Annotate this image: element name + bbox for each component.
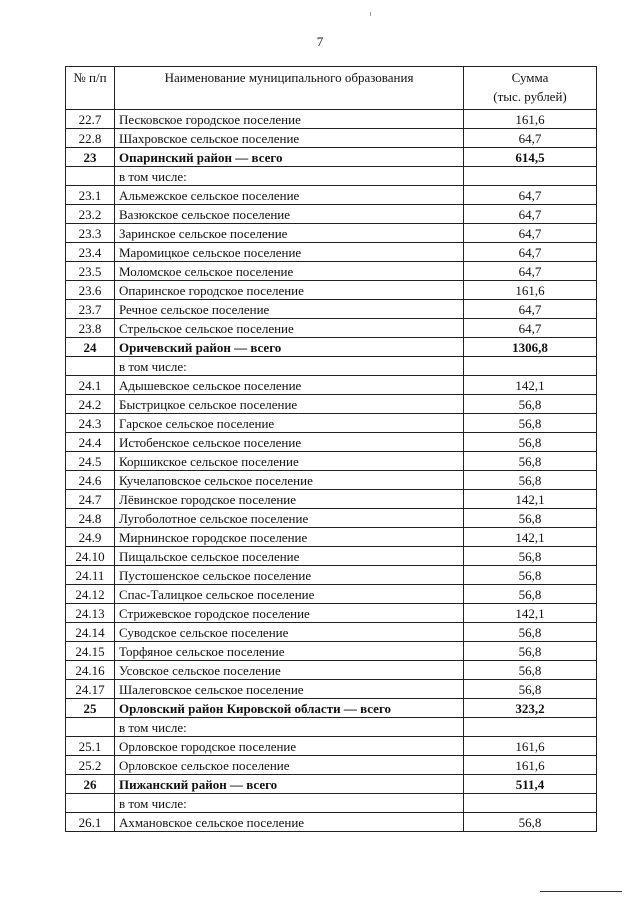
row-name: Лугоболотное сельское поселение <box>115 509 464 528</box>
row-sum: 64,7 <box>464 186 597 205</box>
table-row <box>66 395 597 414</box>
row-sum: 56,8 <box>464 509 597 528</box>
row-name: Торфяное сельское поселение <box>115 642 464 661</box>
table-row <box>66 300 597 319</box>
table-row <box>66 794 597 813</box>
row-sum: 56,8 <box>464 661 597 680</box>
footer-rule <box>540 891 622 892</box>
row-number <box>66 357 115 376</box>
table-row <box>66 528 597 547</box>
row-number: 24.14 <box>66 623 115 642</box>
table-row <box>66 566 597 585</box>
table-row <box>66 262 597 281</box>
table-row-total <box>66 148 597 167</box>
row-name: Речное сельское поселение <box>115 300 464 319</box>
table-row <box>66 433 597 452</box>
row-number: 24.8 <box>66 509 115 528</box>
row-number <box>66 167 115 186</box>
table-row <box>66 490 597 509</box>
row-name: Опаринское городское поселение <box>115 281 464 300</box>
row-name: в том числе: <box>115 357 464 376</box>
row-number: 24.2 <box>66 395 115 414</box>
row-name: в том числе: <box>115 794 464 813</box>
header-name: Наименование муниципального образования <box>115 67 464 110</box>
row-name: Суводское сельское поселение <box>115 623 464 642</box>
row-number: 22.8 <box>66 129 115 148</box>
row-number: 24.3 <box>66 414 115 433</box>
row-sum: 142,1 <box>464 490 597 509</box>
row-sum: 56,8 <box>464 471 597 490</box>
row-name: Опаринский район — всего <box>115 148 464 167</box>
row-number: 23.4 <box>66 243 115 262</box>
row-number: 23.7 <box>66 300 115 319</box>
table-row <box>66 357 597 376</box>
row-number: 24 <box>66 338 115 357</box>
row-number: 23.3 <box>66 224 115 243</box>
row-number: 24.11 <box>66 566 115 585</box>
row-sum: 614,5 <box>464 148 597 167</box>
row-name: Альмежское сельское поселение <box>115 186 464 205</box>
row-name: Адышевское сельское поселение <box>115 376 464 395</box>
row-sum: 64,7 <box>464 129 597 148</box>
row-sum: 64,7 <box>464 243 597 262</box>
row-sum: 142,1 <box>464 604 597 623</box>
table-row <box>66 585 597 604</box>
row-number: 24.4 <box>66 433 115 452</box>
row-sum: 1306,8 <box>464 338 597 357</box>
row-sum: 56,8 <box>464 680 597 699</box>
row-number: 23.2 <box>66 205 115 224</box>
row-name: Стрельское сельское поселение <box>115 319 464 338</box>
row-sum: 56,8 <box>464 452 597 471</box>
table-row <box>66 129 597 148</box>
row-sum: 56,8 <box>464 813 597 832</box>
table-row-total <box>66 699 597 718</box>
header-num: № п/п <box>66 67 115 110</box>
row-name: Лёвинское городское поселение <box>115 490 464 509</box>
row-name: Кучелаповское сельское поселение <box>115 471 464 490</box>
row-name: Орловское сельское поселение <box>115 756 464 775</box>
row-sum: 56,8 <box>464 566 597 585</box>
row-name: Орловский район Кировской области — всего <box>115 699 464 718</box>
row-sum: 56,8 <box>464 414 597 433</box>
row-name: Маромицкое сельское поселение <box>115 243 464 262</box>
table-row <box>66 813 597 832</box>
row-name: Моломское сельское поселение <box>115 262 464 281</box>
row-sum: 161,6 <box>464 756 597 775</box>
row-name: Стрижевское городское поселение <box>115 604 464 623</box>
row-sum: 56,8 <box>464 585 597 604</box>
row-sum: 511,4 <box>464 775 597 794</box>
row-name: Мирнинское городское поселение <box>115 528 464 547</box>
row-number: 24.1 <box>66 376 115 395</box>
row-sum: 161,6 <box>464 737 597 756</box>
table-header-row <box>66 67 597 110</box>
row-sum: 64,7 <box>464 224 597 243</box>
row-sum: 323,2 <box>464 699 597 718</box>
row-number: 26 <box>66 775 115 794</box>
row-number: 23.1 <box>66 186 115 205</box>
row-sum: 64,7 <box>464 319 597 338</box>
header-sum <box>464 67 597 110</box>
table-row <box>66 243 597 262</box>
row-number: 24.17 <box>66 680 115 699</box>
table-row <box>66 471 597 490</box>
table-row <box>66 452 597 471</box>
row-sum <box>464 794 597 813</box>
row-name: Оричевский район — всего <box>115 338 464 357</box>
table-row <box>66 376 597 395</box>
row-name: Шалеговское сельское поселение <box>115 680 464 699</box>
table-body <box>66 110 597 832</box>
row-name: Быстрицкое сельское поселение <box>115 395 464 414</box>
row-name: Ахмановское сельское поселение <box>115 813 464 832</box>
row-name: Коршикское сельское поселение <box>115 452 464 471</box>
row-number: 24.9 <box>66 528 115 547</box>
row-name: Заринское сельское поселение <box>115 224 464 243</box>
row-sum: 56,8 <box>464 642 597 661</box>
row-name: Пижанский район — всего <box>115 775 464 794</box>
table-row <box>66 224 597 243</box>
row-number: 24.5 <box>66 452 115 471</box>
row-sum <box>464 167 597 186</box>
row-name: Песковское городское поселение <box>115 110 464 129</box>
table-row <box>66 281 597 300</box>
table-row <box>66 319 597 338</box>
table-row-total <box>66 338 597 357</box>
row-number <box>66 794 115 813</box>
row-sum: 64,7 <box>464 300 597 319</box>
row-sum: 64,7 <box>464 262 597 281</box>
row-number: 24.12 <box>66 585 115 604</box>
row-sum: 64,7 <box>464 205 597 224</box>
row-sum: 161,6 <box>464 281 597 300</box>
row-number: 24.16 <box>66 661 115 680</box>
row-number <box>66 718 115 737</box>
table-row <box>66 110 597 129</box>
row-name: Спас-Талицкое сельское поселение <box>115 585 464 604</box>
table-row <box>66 642 597 661</box>
row-name: Истобенское сельское поселение <box>115 433 464 452</box>
row-number: 23.8 <box>66 319 115 338</box>
header-sum-line2: (тыс. рублей) <box>493 89 567 104</box>
table-row <box>66 186 597 205</box>
table-row <box>66 509 597 528</box>
row-name: Усовское сельское поселение <box>115 661 464 680</box>
table-row <box>66 737 597 756</box>
row-number: 22.7 <box>66 110 115 129</box>
row-number: 24.13 <box>66 604 115 623</box>
row-name: Гарское сельское поселение <box>115 414 464 433</box>
row-number: 24.6 <box>66 471 115 490</box>
row-number: 25.2 <box>66 756 115 775</box>
row-number: 23.6 <box>66 281 115 300</box>
table-row <box>66 205 597 224</box>
row-number: 25.1 <box>66 737 115 756</box>
row-name: в том числе: <box>115 718 464 737</box>
row-number: 24.10 <box>66 547 115 566</box>
table-row <box>66 547 597 566</box>
row-sum <box>464 357 597 376</box>
row-name: Орловское городское поселение <box>115 737 464 756</box>
row-name: Пищальское сельское поселение <box>115 547 464 566</box>
row-sum: 56,8 <box>464 623 597 642</box>
row-number: 24.7 <box>66 490 115 509</box>
table-row <box>66 167 597 186</box>
row-number: 25 <box>66 699 115 718</box>
table-row <box>66 661 597 680</box>
row-number: 26.1 <box>66 813 115 832</box>
page-number: 7 <box>316 34 324 49</box>
row-sum: 161,6 <box>464 110 597 129</box>
table-row <box>66 604 597 623</box>
row-sum: 142,1 <box>464 528 597 547</box>
row-number: 23 <box>66 148 115 167</box>
row-number: 23.5 <box>66 262 115 281</box>
row-name: Шахровское сельское поселение <box>115 129 464 148</box>
table-row <box>66 623 597 642</box>
row-number: 24.15 <box>66 642 115 661</box>
table-row <box>66 756 597 775</box>
scan-mark <box>370 12 371 16</box>
row-sum <box>464 718 597 737</box>
table-row <box>66 718 597 737</box>
row-sum: 56,8 <box>464 547 597 566</box>
row-name: Пустошенское сельское поселение <box>115 566 464 585</box>
allocation-table <box>65 66 597 832</box>
row-sum: 142,1 <box>464 376 597 395</box>
row-sum: 56,8 <box>464 395 597 414</box>
table-row-total <box>66 775 597 794</box>
header-sum-line1: Сумма <box>511 70 549 85</box>
row-sum: 56,8 <box>464 433 597 452</box>
row-name: в том числе: <box>115 167 464 186</box>
row-name: Вазюкское сельское поселение <box>115 205 464 224</box>
table-row <box>66 680 597 699</box>
table-row <box>66 414 597 433</box>
